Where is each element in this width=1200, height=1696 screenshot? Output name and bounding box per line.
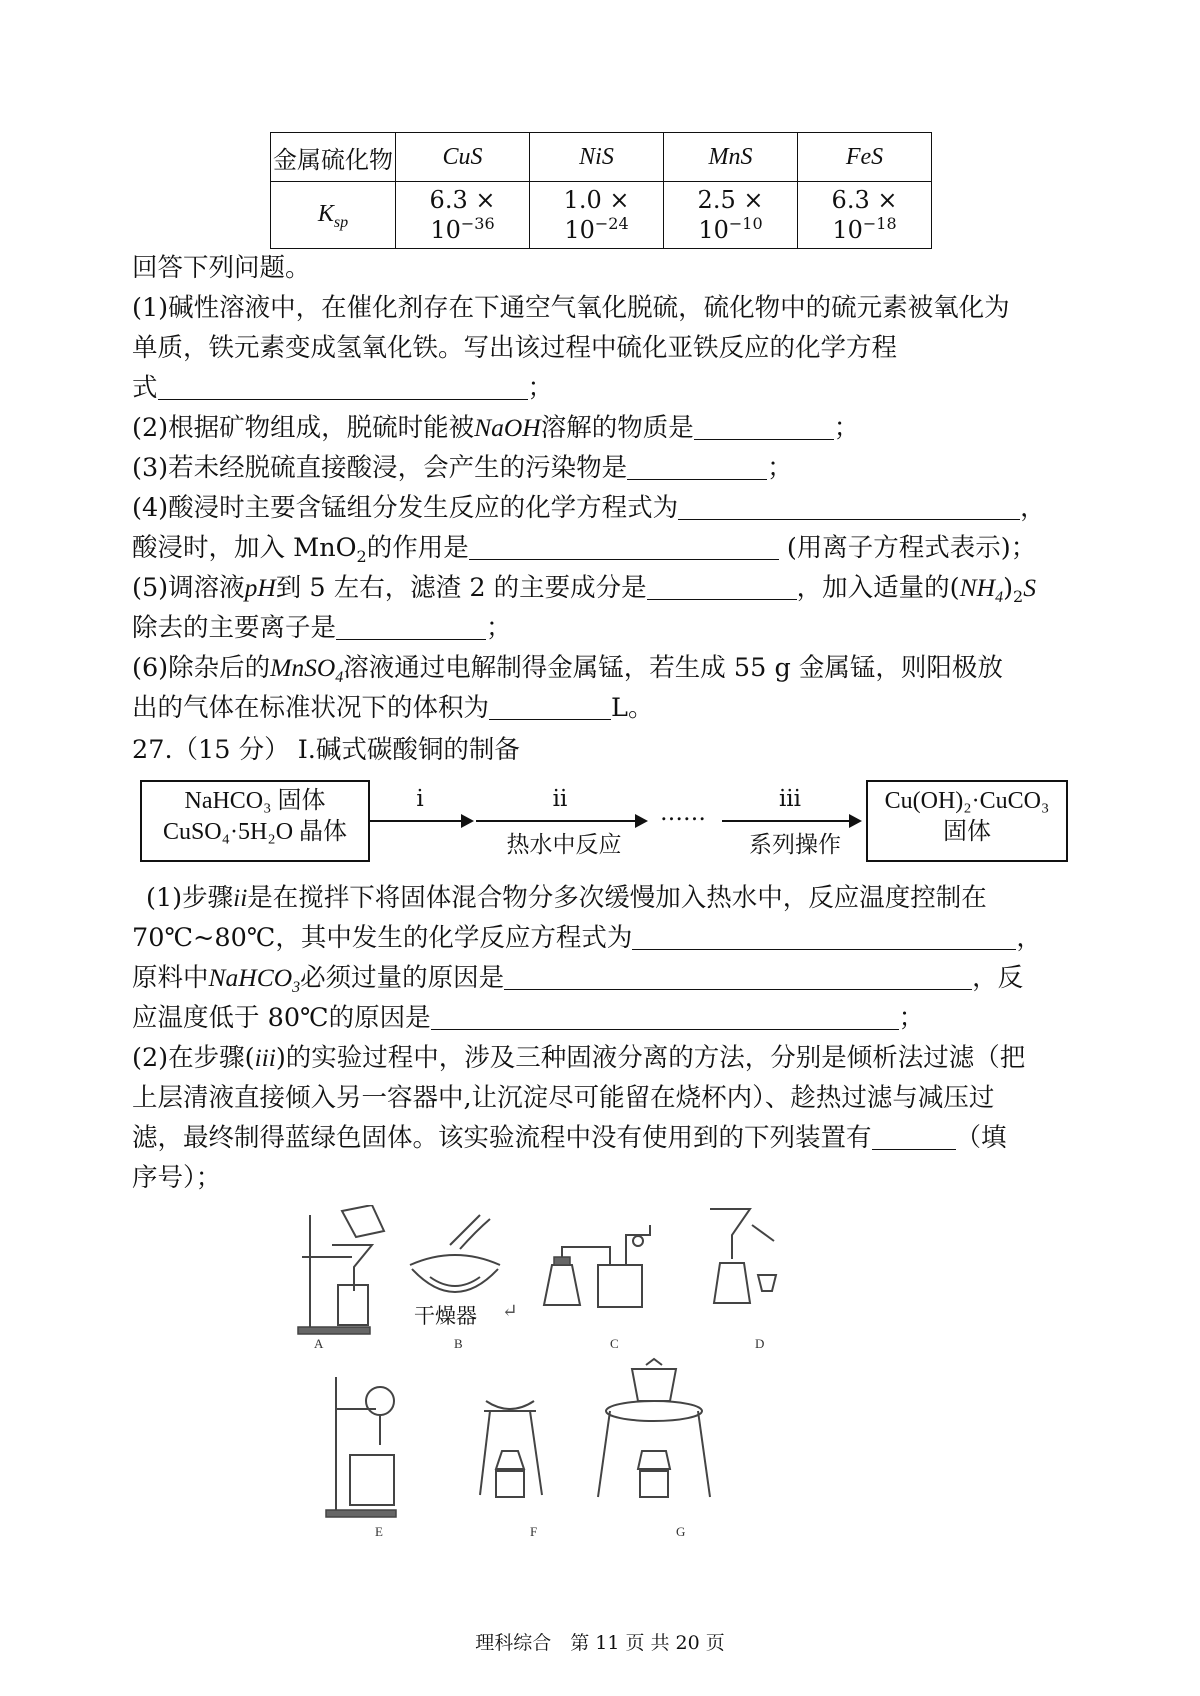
flow-end-box — [866, 780, 1068, 862]
answer-blank-p1c[interactable] — [431, 1003, 899, 1030]
flow-start-line1: NaHCO₃ 固体 — [184, 788, 326, 814]
fig-label-b: B — [454, 1336, 463, 1351]
answer-blank-q6[interactable] — [489, 693, 611, 720]
apparatus-d — [710, 1209, 776, 1303]
q4-line-b: 酸浸时，加入 MnO$_2$的作用是 (用离子方程式表示)； — [132, 533, 1037, 567]
p2-line-b: 上层清液直接倾入另一容器中,让沉淀尽可能留在烧杯内）、趁热过滤与减压过 — [132, 1083, 995, 1113]
apparatus-a — [298, 1205, 384, 1334]
q5-line-a: (5)调溶液pH到 5 左右，滤渣 2 的主要成分是 ，加入适量的$(NH_4)_2S$ — [132, 573, 1036, 607]
apparatus-g — [598, 1359, 710, 1497]
apparatus-figure — [280, 1205, 840, 1605]
q6-line-a: (6)除杂后的MnSO$_4$溶液通过电解制得金属锰，若生成 55 g 金属锰，则阳极放 — [132, 653, 1003, 687]
p1-line-a: (1)步骤ii是在搅拌下将固体混合物分多次缓慢加入热水中，反应温度控制在 — [146, 883, 987, 913]
flow-arrow-1 — [370, 820, 472, 822]
q5-line-b: 除去的主要离子是 ； — [132, 613, 512, 643]
apparatus-e — [326, 1377, 396, 1517]
answer-blank-q2[interactable] — [694, 413, 834, 440]
ksp-mns: $2.5 \times 10^{-10}$ — [664, 182, 798, 249]
fig-label-a: A — [314, 1336, 324, 1351]
p2-line-c: 滤，最终制得蓝绿色固体。该实验流程中没有使用到的下列装置有 （填 — [132, 1123, 1007, 1153]
answer-blank-q4b[interactable] — [469, 533, 779, 560]
flow-end-line2: 固体 — [943, 819, 991, 845]
answer-blank-q4a[interactable] — [678, 493, 1020, 520]
flow-step-ii: ii — [552, 786, 568, 812]
q1-line-c: 式 ； — [132, 373, 554, 403]
ksp-table — [270, 132, 932, 249]
answer-blank-p1a[interactable] — [632, 923, 1016, 950]
q3-line: (3)若未经脱硫直接酸浸，会产生的污染物是 ； — [132, 453, 793, 483]
flow-step-iii: iii — [778, 786, 802, 812]
flow-step-iii-desc: 系列操作 — [749, 832, 841, 858]
col-fes: FeS — [798, 133, 932, 182]
q1-line-b: 单质，铁元素变成氢氧化铁。写出该过程中硫化亚铁反应的化学方程 — [132, 333, 898, 363]
col-nis: NiS — [530, 133, 664, 182]
fig-label-f: F — [530, 1524, 538, 1539]
fig-label-g: G — [676, 1524, 686, 1539]
col-mns: MnS — [664, 133, 798, 182]
answer-blank-q1[interactable] — [158, 373, 528, 400]
answer-blank-q5b[interactable] — [336, 613, 486, 640]
intro-line: 回答下列问题。 — [132, 253, 311, 283]
flow-dots: …… — [660, 800, 706, 826]
q2-line: (2)根据矿物组成，脱硫时能被NaOH溶解的物质是 ； — [132, 413, 860, 443]
p2-line-a: (2)在步骤(iii)的实验过程中，涉及三种固液分离的方法，分别是倾析法过滤（把 — [132, 1043, 1026, 1073]
apparatus-b — [410, 1215, 500, 1292]
flow-arrow-2 — [476, 820, 646, 822]
ksp-cus: $6.3 \times 10^{-36}$ — [396, 182, 530, 249]
q27-heading: 27.（15 分） I.碱式碳酸铜的制备 — [132, 735, 520, 765]
answer-blank-p2[interactable] — [872, 1123, 956, 1150]
ksp-nis: $1.0 \times 10^{-24}$ — [530, 182, 664, 249]
apparatus-c — [544, 1225, 650, 1307]
answer-blank-p1b[interactable] — [504, 963, 972, 990]
p2-line-d: 序号）； — [132, 1163, 222, 1193]
ksp-fes: $6.3 \times 10^{-18}$ — [798, 182, 932, 249]
p1-line-d: 应温度低于 80℃的原因是 ； — [132, 1003, 925, 1033]
q1-line-a: (1)碱性溶液中，在催化剂存在下通空气氧化脱硫，硫化物中的硫元素被氧化为 — [132, 293, 1010, 323]
flow-step-i: i — [416, 786, 424, 812]
answer-blank-q5a[interactable] — [647, 573, 797, 600]
desiccator-label: 干燥器 — [414, 1304, 477, 1328]
q6-line-b: 出的气体在标准状况下的体积为 L。 — [132, 693, 654, 723]
ksp-label: $K_{sp}$ — [271, 182, 396, 249]
q4-line-a: (4)酸浸时主要含锰组分发生反应的化学方程式为 ， — [132, 493, 1046, 523]
flow-start-line2: CuSO₄·5H₂O 晶体 — [162, 819, 348, 845]
fig-label-c: C — [610, 1336, 619, 1351]
answer-blank-q3[interactable] — [627, 453, 767, 480]
fig-label-e: E — [375, 1524, 383, 1539]
p1-line-c: 原料中NaHCO$_3$必须过量的原因是 ，反 — [132, 963, 1024, 997]
apparatus-f — [480, 1401, 542, 1497]
flow-start-box — [140, 780, 370, 862]
flow-arrow-3 — [722, 820, 860, 822]
table-header-label: 金属硫化物 — [271, 133, 396, 182]
p1-line-b: 70℃~80℃，其中发生的化学反应方程式为 ， — [132, 923, 1042, 953]
col-cus: CuS — [396, 133, 530, 182]
fig-label-d: D — [755, 1336, 765, 1351]
return-mark: ↵ — [502, 1300, 518, 1322]
flow-step-ii-desc: 热水中反应 — [506, 832, 622, 858]
page-footer: 理科综合 第 11 页 共 20 页 — [475, 1632, 725, 1654]
flow-end-line1: Cu(OH)₂·CuCO₃ — [884, 788, 1050, 814]
